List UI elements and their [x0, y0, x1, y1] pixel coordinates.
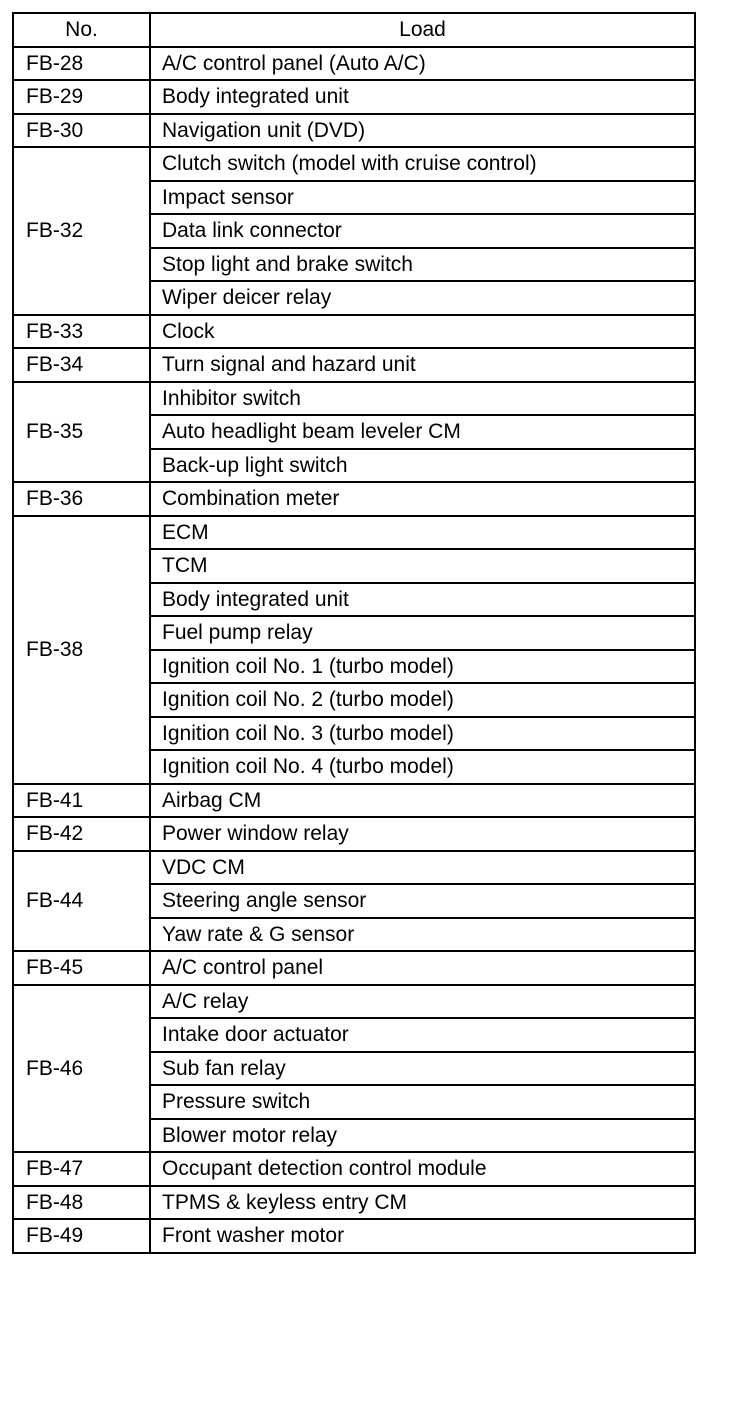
load-cell: Intake door actuator	[150, 1018, 695, 1052]
load-cell: Navigation unit (DVD)	[150, 114, 695, 148]
fuse-number-cell: FB-47	[13, 1152, 150, 1186]
table-row	[13, 114, 695, 148]
fuse-number-cell: FB-34	[13, 348, 150, 382]
load-cell: Blower motor relay	[150, 1119, 695, 1153]
table-row	[13, 817, 695, 851]
load-cell: Steering angle sensor	[150, 884, 695, 918]
load-cell: ECM	[150, 516, 695, 550]
load-cell: Inhibitor switch	[150, 382, 695, 416]
fuse-number-cell: FB-49	[13, 1219, 150, 1253]
load-cell: Ignition coil No. 4 (turbo model)	[150, 750, 695, 784]
load-cell: Wiper deicer relay	[150, 281, 695, 315]
load-cell: Ignition coil No. 1 (turbo model)	[150, 650, 695, 684]
load-cell: Sub fan relay	[150, 1052, 695, 1086]
table-row	[13, 47, 695, 81]
table-row	[13, 784, 695, 818]
fuse-number-cell: FB-46	[13, 985, 150, 1153]
load-cell: Clock	[150, 315, 695, 349]
load-cell: Front washer motor	[150, 1219, 695, 1253]
load-cell: Stop light and brake switch	[150, 248, 695, 282]
table-row	[13, 482, 695, 516]
table-row	[13, 1186, 695, 1220]
table-body	[13, 47, 695, 1253]
load-cell: Combination meter	[150, 482, 695, 516]
header-no: No.	[13, 13, 150, 47]
load-cell: Data link connector	[150, 214, 695, 248]
fuse-number-cell: FB-36	[13, 482, 150, 516]
fuse-number-cell: FB-48	[13, 1186, 150, 1220]
fuse-number-cell: FB-33	[13, 315, 150, 349]
load-cell: VDC CM	[150, 851, 695, 885]
load-cell: Ignition coil No. 2 (turbo model)	[150, 683, 695, 717]
header-load: Load	[150, 13, 695, 47]
fuse-number-cell: FB-41	[13, 784, 150, 818]
table-row	[13, 851, 695, 885]
fuse-number-cell: FB-45	[13, 951, 150, 985]
table-row	[13, 147, 695, 181]
fuse-number-cell: FB-44	[13, 851, 150, 952]
fuse-number-cell: FB-38	[13, 516, 150, 784]
load-cell: Body integrated unit	[150, 583, 695, 617]
fuse-number-cell: FB-28	[13, 47, 150, 81]
load-cell: Airbag CM	[150, 784, 695, 818]
load-cell: Occupant detection control module	[150, 1152, 695, 1186]
load-cell: TPMS & keyless entry CM	[150, 1186, 695, 1220]
load-cell: Yaw rate & G sensor	[150, 918, 695, 952]
fuse-number-cell: FB-32	[13, 147, 150, 315]
table-row	[13, 985, 695, 1019]
table-row	[13, 315, 695, 349]
table-row	[13, 1219, 695, 1253]
load-cell: Body integrated unit	[150, 80, 695, 114]
fuse-number-cell: FB-29	[13, 80, 150, 114]
load-cell: A/C control panel	[150, 951, 695, 985]
fuse-load-table	[12, 12, 696, 1254]
fuse-number-cell: FB-35	[13, 382, 150, 483]
load-cell: A/C relay	[150, 985, 695, 1019]
load-cell: Power window relay	[150, 817, 695, 851]
table-row	[13, 516, 695, 550]
table-row	[13, 1152, 695, 1186]
table-row	[13, 951, 695, 985]
fuse-number-cell: FB-30	[13, 114, 150, 148]
table-row	[13, 348, 695, 382]
table-row	[13, 382, 695, 416]
load-cell: A/C control panel (Auto A/C)	[150, 47, 695, 81]
header-row	[13, 13, 695, 47]
load-cell: Auto headlight beam leveler CM	[150, 415, 695, 449]
load-cell: TCM	[150, 549, 695, 583]
load-cell: Impact sensor	[150, 181, 695, 215]
load-cell: Back-up light switch	[150, 449, 695, 483]
fuse-number-cell: FB-42	[13, 817, 150, 851]
load-cell: Pressure switch	[150, 1085, 695, 1119]
load-cell: Ignition coil No. 3 (turbo model)	[150, 717, 695, 751]
load-cell: Turn signal and hazard unit	[150, 348, 695, 382]
load-cell: Clutch switch (model with cruise control)	[150, 147, 695, 181]
table-row	[13, 80, 695, 114]
load-cell: Fuel pump relay	[150, 616, 695, 650]
